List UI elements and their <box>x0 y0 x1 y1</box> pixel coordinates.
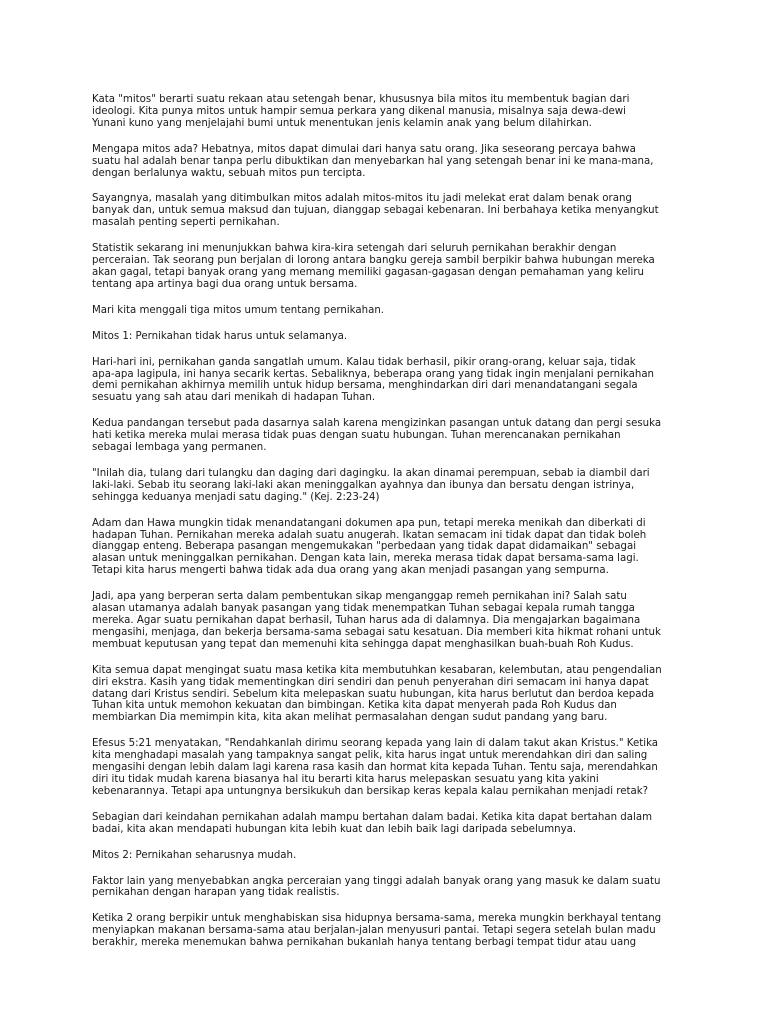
text-line: Kita semua dapat mengingat suatu masa ketika kita membutuhkan kesabaran, kelembutan, atau pengendalian <box>92 664 662 676</box>
text-line: badai, kita akan mendapati hubungan kita lebih kuat dan lebih baik lagi daripada sebelumnya. <box>92 823 577 835</box>
text-line: Tetapi kita harus mengerti bahwa tidak ada dua orang yang akan menjadi pasangan yang sempurna. <box>92 565 609 577</box>
paragraph <box>92 305 684 317</box>
text-line: dianggap enteng. Beberapa pasangan mengemukakan "perbedaan yang tidak dapat didamaikan" sebagai <box>92 541 637 553</box>
text-line: menyiapkan makanan bersama-sama atau berjalan-jalan menyusuri pantai. Tetapi segera setelah bulan madu <box>92 925 656 937</box>
text-line: Kata "mitos" berarti suatu rekaan atau setengah benar, khususnya bila mitos itu membentuk bagian dari <box>92 94 630 105</box>
paragraph <box>92 418 684 454</box>
text-line: sehingga keduanya menjadi satu daging." (Kej. 2:23-24) <box>92 491 380 503</box>
text-line: ideologi. Kita punya mitos untuk hampir semua perkara yang dikenal manusia, misalnya saja dewa-dewi <box>92 105 626 117</box>
text-line: kita menghadapi masalah yang tampaknya sangat pelik, kita harus ingat untuk merendahkan diri dan saling <box>92 750 648 762</box>
text-line: mereka. Agar suatu pernikahan dapat berhasil, Tuhan harus ada di dalamnya. Dia mengajarkan bagaimana <box>92 615 641 626</box>
text-line: mengasihi dengan lebih dalam lagi karena rasa kasih dan hormat kita kepada Tuhan. Tentu saja, merendahkan <box>92 762 658 774</box>
text-line: Sayangnya, masalah yang ditimbulkan mitos adalah mitos-mitos itu jadi melekat erat dalam benak orang <box>92 193 632 205</box>
text-line: diri ekstra. Kasih yang tidak mementingkan diri sendiri dan penuh penyerahan diri semacam ini hanya dapat <box>92 676 649 688</box>
text-line: perceraian. Tak seorang pun berjalan di lorong antara bangku gereja sambil berpikir bahwa hubungan mereka <box>92 255 655 267</box>
text-line: mengasihi, menjaga, dan bekerja bersama-sama sebagai satu kesatuan. Dia memberi kita hikmat rohani untuk <box>92 626 661 638</box>
text-line: hadapan Tuhan. Pernikahan mereka adalah suatu anugerah. Ikatan semacam ini tidak dapat dan tidak boleh <box>92 529 647 541</box>
text-line: demi pernikahan akhirnya memilih untuk hidup bersama, menghindarkan diri dari menandatangani segala <box>92 380 638 392</box>
document-body <box>92 94 684 963</box>
paragraph <box>92 331 684 343</box>
paragraph <box>92 94 684 130</box>
paragraph <box>92 913 684 949</box>
text-line: Sebagian dari keindahan pernikahan adalah mampu bertahan dalam badai. Ketika kita dapat bertahan dalam <box>92 811 653 823</box>
text-line: datang dari Kristus sendiri. Sebelum kita melepaskan suatu hubungan, kita harus berlutut dan berdoa kepada <box>92 688 655 700</box>
paragraph <box>92 243 684 291</box>
text-line: diri itu tidak mudah karena biasanya hal itu berarti kita harus melepaskan sesuatu yang kita yakini <box>92 773 599 785</box>
text-line: Jadi, apa yang berperan serta dalam pembentukan sikap menganggap remeh pernikahan ini? Salah satu <box>92 591 627 603</box>
paragraph <box>92 518 684 578</box>
text-line: pernikahan dengan harapan yang tidak realistis. <box>92 887 340 899</box>
text-line: Tuhan kita untuk memohon kekuatan dan bimbingan. Ketika kita dapat menyerah pada Roh Kudus dan <box>92 700 617 712</box>
text-line: berakhir, mereka menemukan bahwa pernikahan bukanlah hanya tentang berbagi tempat tidur atau uang <box>92 937 637 949</box>
text-line: "Inilah dia, tulang dari tulangku dan daging dari dagingku. Ia akan dinamai perempuan, sebab ia diambil dari <box>92 467 650 479</box>
paragraph <box>92 468 684 504</box>
text-line: apa-apa lagipula, ini hanya secarik kertas. Sebaliknya, beberapa orang yang tidak ingin menjalani pernikahan <box>92 368 655 380</box>
paragraph <box>92 591 684 651</box>
text-line: Efesus 5:21 menyatakan, "Rendahkanlah dirimu seorang kepada yang lain di dalam takut akan Kristus." Ketika <box>92 738 659 750</box>
text-line: Yunani kuno yang menjelajahi bumi untuk menentukan jenis kelamin anak yang belum dilahirkan. <box>92 117 592 129</box>
text-line: sesuatu yang sah atau dari menikah di hadapan Tuhan. <box>92 392 376 404</box>
text-line: suatu hal adalah benar tanpa perlu dibuktikan dan menyebarkan hal yang setengah benar ini ke mana-mana, <box>92 155 654 167</box>
paragraph <box>92 665 684 725</box>
text-line: membuat keputusan yang tepat dan memenuhi kita sehingga dapat menghasilkan buah-buah Roh Kudus. <box>92 638 634 650</box>
paragraph <box>92 850 684 862</box>
paragraph <box>92 357 684 405</box>
paragraph <box>92 144 684 180</box>
text-line: akan gagal, tetapi banyak orang yang memang memiliki gagasan-gagasan dengan pemahaman yang keliru <box>92 266 644 278</box>
text-line: alasan untuk meninggalkan pernikahan. Dengan kata lain, mereka merasa tidak dapat bersama-sama lagi. <box>92 553 639 565</box>
text-line: Ketika 2 orang berpikir untuk menghabiskan sisa hidupnya bersama-sama, mereka mungkin berkhayal tentang <box>92 913 662 925</box>
paragraph <box>92 738 684 798</box>
text-line: banyak dan, untuk semua maksud dan tujuan, dianggap sebagai kebenaran. Ini berbahaya ketika menyangkut <box>92 205 659 217</box>
text-line: Mitos 2: Pernikahan seharusnya mudah. <box>92 849 297 861</box>
text-line: dengan berlalunya waktu, sebuah mitos pun tercipta. <box>92 167 366 179</box>
text-line: masalah penting seperti pernikahan. <box>92 217 280 229</box>
text-line: Statistik sekarang ini menunjukkan bahwa kira-kira setengah dari seluruh pernikahan berakhir dengan <box>92 243 617 255</box>
text-line: laki-laki. Sebab itu seorang laki-laki akan meninggalkan ayahnya dan ibunya dan bersatu dengan istrinya, <box>92 479 635 491</box>
text-line: hati ketika mereka mulai merasa tidak puas dengan suatu hubungan. Tuhan merencanakan pernikahan <box>92 430 621 442</box>
paragraph <box>92 193 684 229</box>
text-line: tentang apa artinya bagi dua orang untuk bersama. <box>92 278 358 290</box>
text-line: kebenarannya. Tetapi apa untungnya bersikukuh dan bersikap keras kepala kalau pernikahan menjadi retak? <box>92 785 649 797</box>
paragraph <box>92 876 684 900</box>
text-line: Mitos 1: Pernikahan tidak harus untuk selamanya. <box>92 330 348 342</box>
text-line: Mengapa mitos ada? Hebatnya, mitos dapat dimulai dari hanya satu orang. Jika seseorang percaya bahwa <box>92 143 636 155</box>
text-line: membiarkan Dia memimpin kita, kita akan melihat permasalahan dengan sudut pandang yang baru. <box>92 712 608 724</box>
text-line: alasan utamanya adalah banyak pasangan yang tidak menempatkan Tuhan sebagai kepala rumah tangga <box>92 603 635 615</box>
text-line: Adam dan Hawa mungkin tidak menandatangani dokumen apa pun, tetapi mereka menikah dan diberkati di <box>92 517 646 529</box>
text-line: Mari kita menggali tiga mitos umum tentang pernikahan. <box>92 304 385 316</box>
text-line: Faktor lain yang menyebabkan angka perceraian yang tinggi adalah banyak orang yang masuk ke dalam suatu <box>92 875 661 887</box>
paragraph <box>92 812 684 836</box>
text-line: sebagai lembaga yang permanen. <box>92 442 267 454</box>
text-line: Kedua pandangan tersebut pada dasarnya salah karena mengizinkan pasangan untuk datang dan pergi sesuka <box>92 418 662 430</box>
text-line: Hari-hari ini, pernikahan ganda sangatlah umum. Kalau tidak berhasil, pikir orang-orang, keluar saja, tidak <box>92 356 636 368</box>
